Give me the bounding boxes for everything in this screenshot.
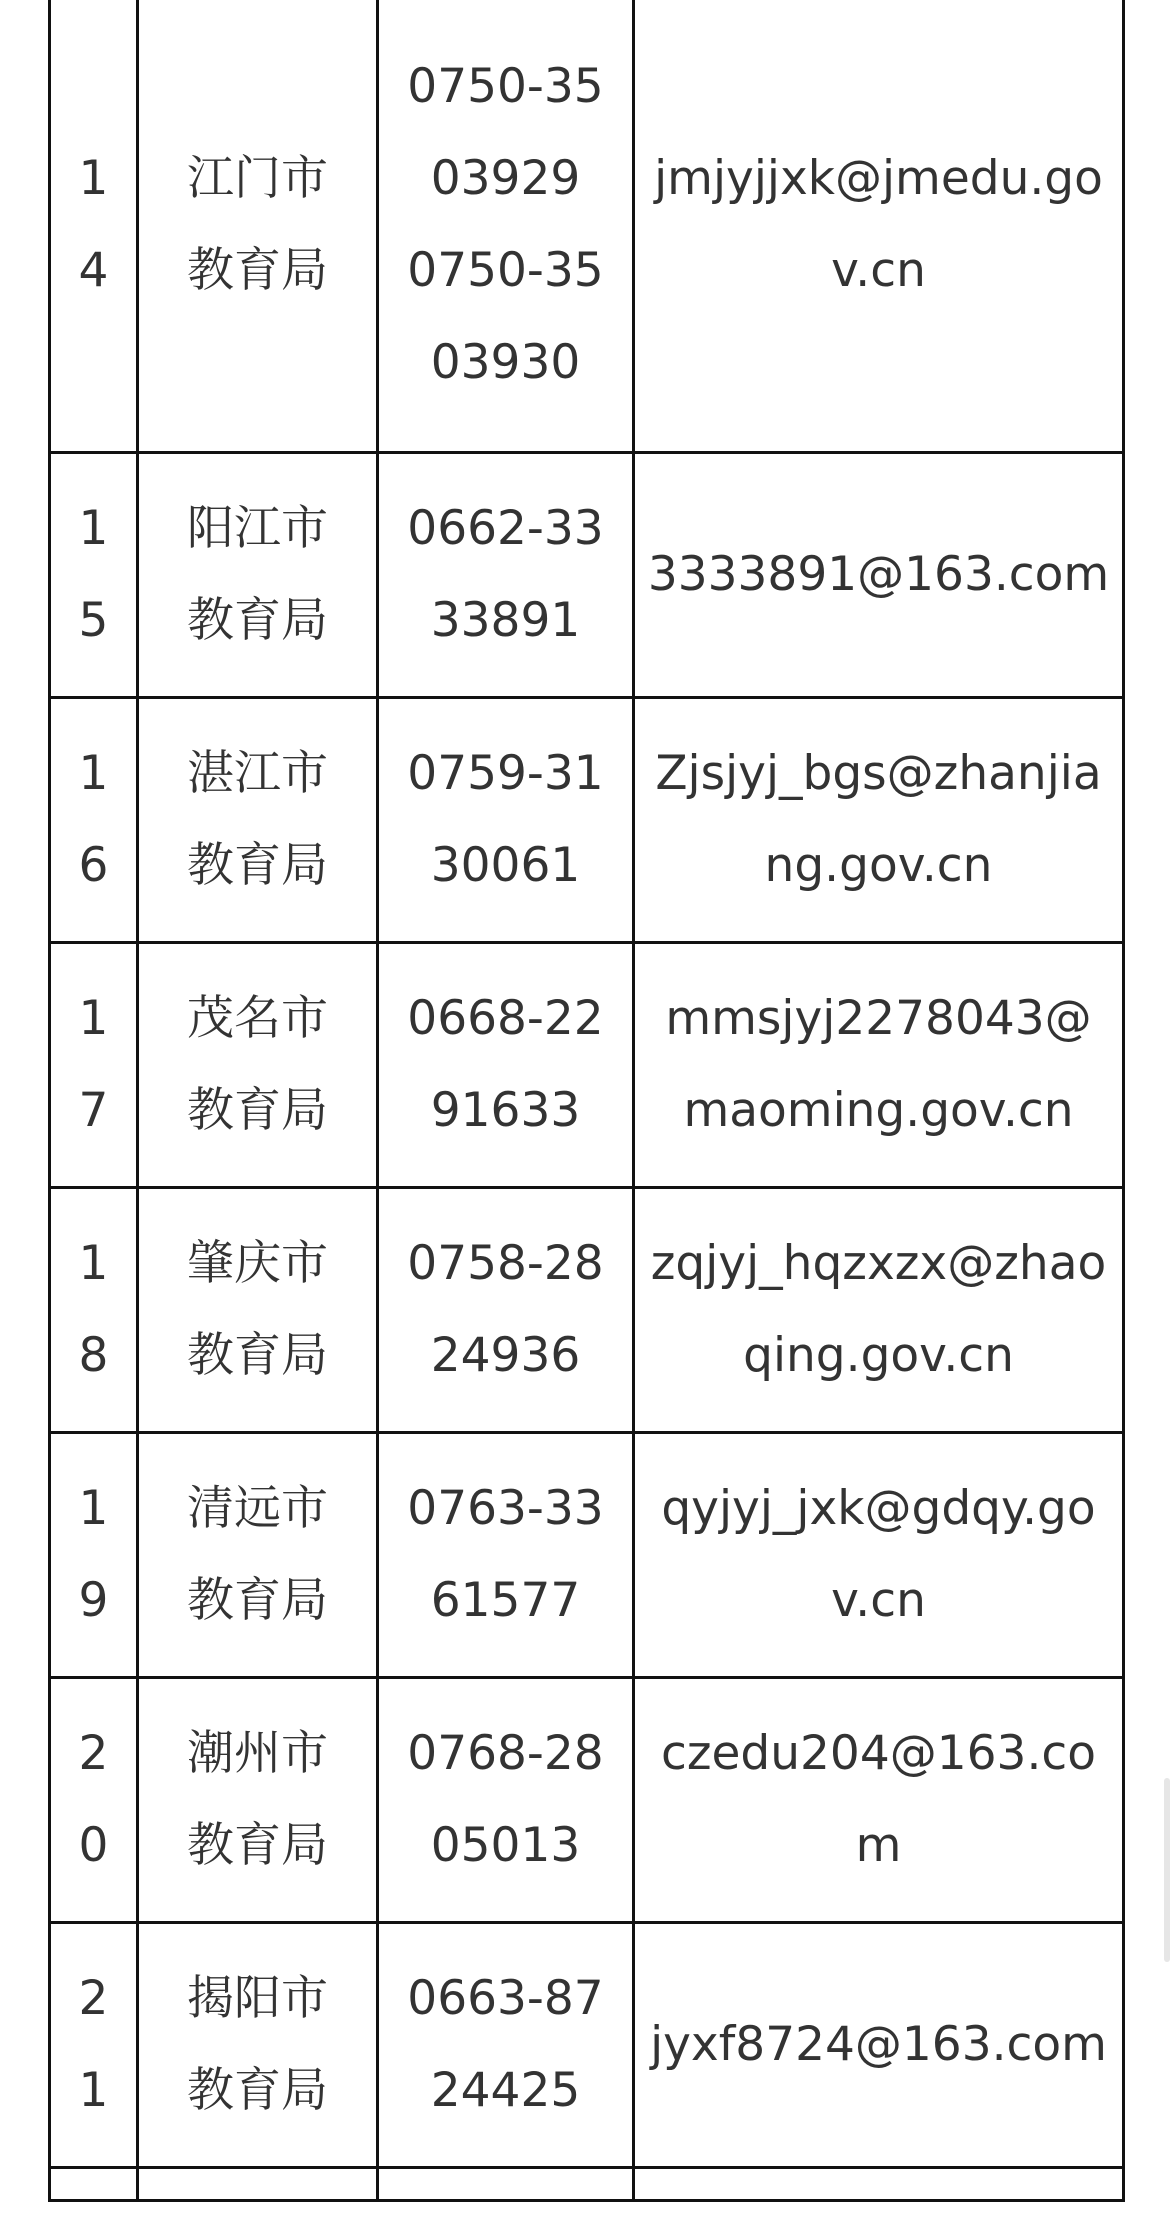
partial-cell bbox=[50, 2168, 138, 2201]
bureau-name: 潮州市教育局 bbox=[138, 1678, 378, 1923]
scrollbar[interactable] bbox=[1164, 1778, 1170, 1962]
partial-cell bbox=[634, 2168, 1124, 2201]
partial-cell bbox=[138, 2168, 378, 2201]
education-bureau-contact-table bbox=[48, 0, 1125, 2202]
bureau-name: 湛江市教育局 bbox=[138, 698, 378, 943]
email-address: mmsjyj2278043@maoming.gov.cn bbox=[634, 943, 1124, 1188]
bureau-name: 江门市教育局 bbox=[138, 0, 378, 453]
table-row bbox=[50, 453, 1124, 698]
phone-cell bbox=[378, 453, 634, 698]
table-row bbox=[50, 1678, 1124, 1923]
partial-cell bbox=[378, 2168, 634, 2201]
table-row bbox=[50, 1188, 1124, 1433]
row-index: 18 bbox=[50, 1188, 138, 1433]
table-row bbox=[50, 1433, 1124, 1678]
email-address: zqjyj_hqzxzx@zhaoqing.gov.cn bbox=[634, 1188, 1124, 1433]
bureau-name: 茂名市教育局 bbox=[138, 943, 378, 1188]
phone-number: 0758-2824936 bbox=[407, 1236, 604, 1383]
phone-number: 0663-8724425 bbox=[407, 1971, 604, 2118]
row-index: 17 bbox=[50, 943, 138, 1188]
phone-number: 0750-3503930 bbox=[407, 243, 604, 390]
phone-number: 0763-3361577 bbox=[407, 1481, 604, 1628]
phone-cell bbox=[378, 943, 634, 1188]
table-row bbox=[50, 0, 1124, 453]
email-address: jyxf8724@163.com bbox=[634, 1923, 1124, 2168]
phone-number: 0768-2805013 bbox=[407, 1726, 604, 1873]
phone-number: 0759-3130061 bbox=[407, 746, 604, 893]
table-row bbox=[50, 1923, 1124, 2168]
phone-number: 0668-2291633 bbox=[407, 991, 604, 1138]
phone-cell bbox=[378, 1923, 634, 2168]
bureau-name: 肇庆市教育局 bbox=[138, 1188, 378, 1433]
email-address: jmjyjjxk@jmedu.gov.cn bbox=[634, 0, 1124, 453]
contact-table-container bbox=[48, 0, 1122, 2202]
phone-number: 0662-3333891 bbox=[407, 501, 604, 648]
bureau-name: 揭阳市教育局 bbox=[138, 1923, 378, 2168]
phone-number: 0750-3503929 bbox=[407, 59, 604, 206]
email-address: czedu204@163.com bbox=[634, 1678, 1124, 1923]
bureau-name: 阳江市教育局 bbox=[138, 453, 378, 698]
phone-cell bbox=[378, 1678, 634, 1923]
table-row bbox=[50, 943, 1124, 1188]
phone-cell bbox=[378, 0, 634, 453]
row-index: 21 bbox=[50, 1923, 138, 2168]
email-address: qyjyj_jxk@gdqy.gov.cn bbox=[634, 1433, 1124, 1678]
row-index: 16 bbox=[50, 698, 138, 943]
row-index: 15 bbox=[50, 453, 138, 698]
email-address: 3333891@163.com bbox=[634, 453, 1124, 698]
table-row-partial bbox=[50, 2168, 1124, 2201]
phone-cell bbox=[378, 698, 634, 943]
table-row bbox=[50, 698, 1124, 943]
row-index: 19 bbox=[50, 1433, 138, 1678]
phone-cell bbox=[378, 1433, 634, 1678]
email-address: Zjsjyj_bgs@zhanjiang.gov.cn bbox=[634, 698, 1124, 943]
row-index: 20 bbox=[50, 1678, 138, 1923]
row-index: 14 bbox=[50, 0, 138, 453]
bureau-name: 清远市教育局 bbox=[138, 1433, 378, 1678]
phone-cell bbox=[378, 1188, 634, 1433]
